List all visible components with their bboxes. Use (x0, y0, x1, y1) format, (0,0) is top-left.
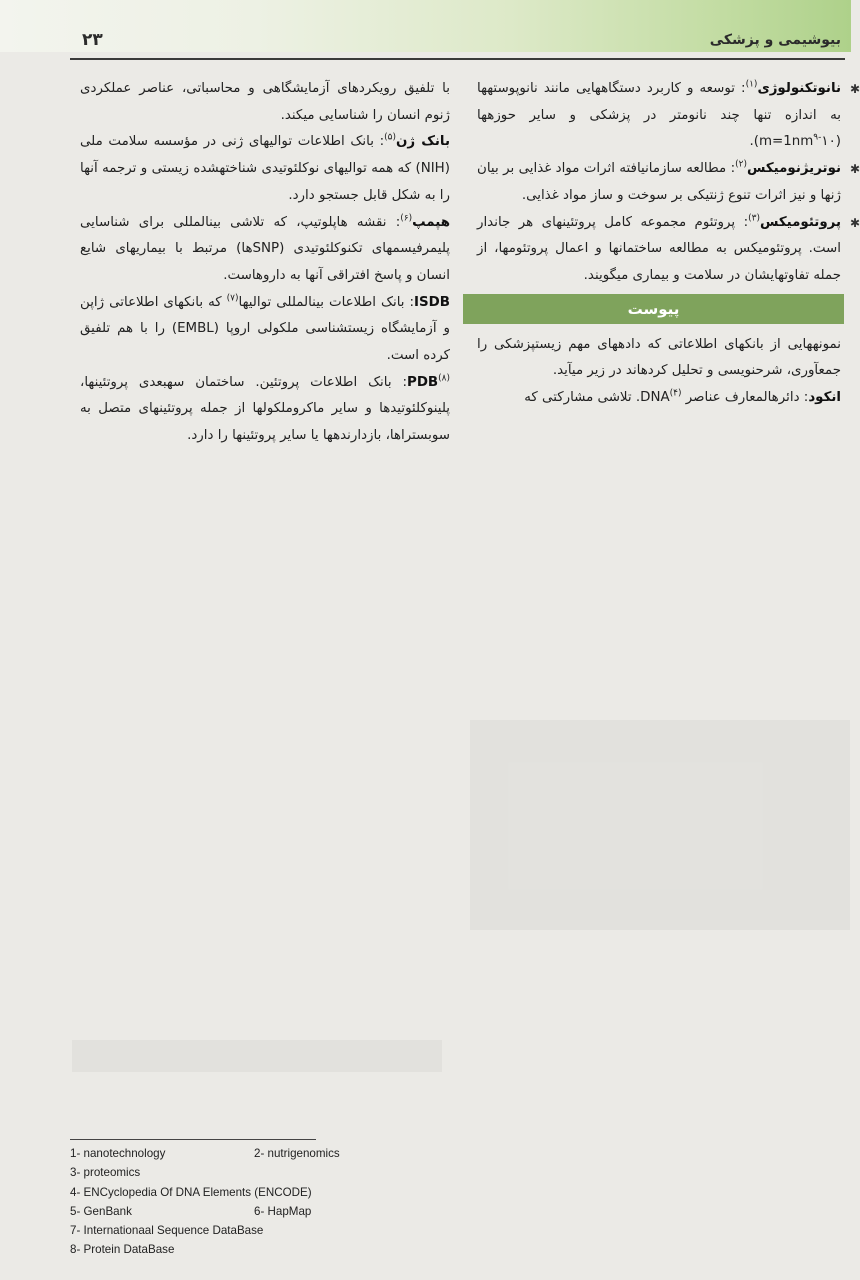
star-bullet-icon: ✱ (849, 82, 860, 96)
entry-nanotechnology (477, 76, 860, 156)
footnote-ref: (۷) (226, 293, 239, 304)
footnote: 4- ENCyclopedia Of DNA Elements (ENCODE) (70, 1185, 312, 1199)
entry-text: : مطالعه سازمانیافته اثرات مواد غذایی بر بیان ژنها و نیز اثرات تنوع ژنتیکی بر سوخت و ساز مواد غذایی. (477, 161, 841, 203)
entry-term: انکود (808, 390, 841, 406)
entry-text: : بانک اطلاعات بینالمللی توالیها (238, 294, 415, 310)
bleed-through-area (470, 720, 850, 930)
footnote-row (70, 1183, 450, 1202)
page-number: ۲۳ (82, 30, 103, 50)
entry-text: : دائرهالمعارف عناصر DNA (640, 390, 809, 406)
entry-text: : نقشه هاپلوتیپ، که تلاشی بینالمللی برای شناسایی پلیمرفیسمهای تکنوکلئوتیدی (SNPها) مرتبط با بیماریهای شایع انسان و پاسخ افتراقی آنها به داروهاست. (80, 214, 450, 283)
entry-pdb (80, 370, 450, 450)
entry-text: : توسعه و کاربرد دستگاههایی مانند نانوپوستهها به اندازه تنها چند نانومتر در پزشکی و سایر حوزهها (m=1nm (477, 81, 841, 150)
entry-term: پروتئومیکس (759, 214, 841, 230)
running-title: بیوشیمی و پزشکی (709, 32, 841, 48)
entry-term: بانک ژن (395, 134, 450, 150)
footnote-row (70, 1221, 450, 1240)
footnote: 8- Protein DataBase (70, 1243, 175, 1257)
footnotes (70, 1144, 450, 1260)
entry-text-tail: . تلاشی مشارکتی که (524, 390, 641, 406)
entry-text: : پروتئوم مجموعه کامل پروتئینهای هر جاندار است. پروتئومیکس به مطالعه ساختمانها و اعمال پروتئومها، از جمله تفاوتهایشان در سلامت و بیماری میگویند. (477, 214, 841, 283)
star-bullet-icon: ✱ (849, 162, 860, 177)
footnote: 1- nanotechnology (70, 1147, 166, 1160)
header-rule (70, 58, 845, 60)
right-column (477, 76, 860, 412)
section-heading-appendix: پیوست (463, 294, 844, 324)
footnote-ref: (۱) (745, 79, 758, 90)
footnote-row (70, 1202, 450, 1221)
footnote-ref: (۲) (735, 159, 747, 170)
footnote-rule (70, 1139, 316, 1140)
footnote: 6- HapMap (254, 1204, 312, 1218)
entry-text-2: که بانکهای اطلاعاتی ژاپن و آزمایشگاه زیستشناسی ملکولی اروپا (EMBL) را با هم تلفیق کرده است. (80, 294, 450, 364)
bleed-through-area (72, 1040, 442, 1072)
entry-text: : بانک اطلاعات پروتئین. ساختمان سهبعدی پروتئینها، پلینوکلئوتیدها و سایر ماکروملکولها از جمله پروتئینهای متصل به سوبستراها، بازدارندهها یا سایر پروتئینها را دارد. (80, 374, 450, 444)
footnote-row (70, 1144, 450, 1163)
entry-term: هپمپ (412, 214, 450, 230)
entry-nutrigenomics (477, 156, 860, 209)
exponent: ۹- (813, 132, 822, 143)
footnote-row (70, 1240, 450, 1259)
footnote-ref: (۶) (400, 213, 413, 224)
footnote: 5- GenBank (70, 1204, 132, 1218)
entry-genbank (80, 129, 450, 209)
section-intro: نمونههایی از بانکهای اطلاعاتی که دادههای مهم زیستپزشکی را جمعآوری، شرحنویسی و تحلیل کردهاند در زیر میآید. (477, 336, 841, 379)
footnote: 3- proteomics (70, 1166, 141, 1180)
entry-term: ISDB (414, 294, 450, 310)
entry-text-tail: ۱۰). (749, 134, 836, 150)
entry-hapmap (80, 210, 450, 290)
entry-text: : بانک اطلاعات توالیهای ژنی در مؤسسه سلامت ملی (NIH) که همه توالیهای نوکلئوتیدی شناختهشده زیستی و ترجمه آنها را به شکل قابل جستجو دارد. (80, 134, 450, 203)
entry-term: نوتریژنومیکس (746, 161, 841, 177)
footnote-ref: (۴) (669, 388, 682, 399)
entry-proteomics (477, 210, 860, 290)
footnote-ref: (۵) (384, 132, 396, 143)
footnote-row (70, 1163, 450, 1182)
entry-encode (477, 385, 841, 412)
footnote-ref: (۸) (438, 373, 450, 384)
entry-term: PDB (407, 374, 439, 390)
continuation-text: با تلفیق رویکردهای آزمایشگاهی و محاسباتی، عناصر عملکردی ژنوم انسان را شناسایی میکند. (80, 81, 450, 123)
left-column (80, 76, 450, 450)
star-bullet-icon: ✱ (849, 215, 860, 230)
footnote: 7- Internationaal Sequence DataBase (70, 1224, 264, 1238)
entry-isdb (80, 290, 450, 370)
footnote: 2- nutrigenomics (254, 1147, 340, 1160)
entry-term: نانوتکنولوژی (757, 81, 841, 96)
footnote-ref: (۳) (748, 213, 760, 224)
